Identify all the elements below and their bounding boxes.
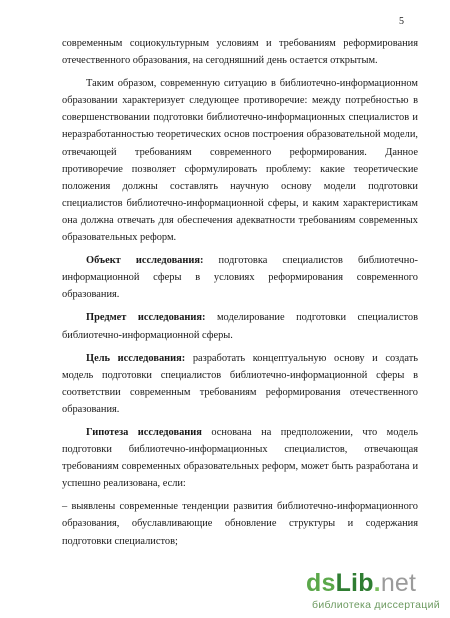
paragraph-text: Таким образом, современную ситуацию в библиотечно-информационном образовании характеризует следующее противоречие: между потребностью в совершенствовании подготовки библиотечно-информационных специалистов и неразработанностью теоретических основ построения образовательной модели, отвечающей требованиям современного реформирования. Данное противоречие позволяет сформулировать проблему: какие теоретические положения должны составлять научную основу модели подготовки специалистов библиотечно-информационной сферы, и каким характеристикам она должна отвечать для обеспечения адекватности требованиям современных образовательных реформ.	[62, 78, 418, 244]
logo-part-lib: Lib	[335, 569, 374, 597]
paragraph-lead: Объект исследования:	[86, 255, 204, 267]
paragraph-lead: Цель исследования:	[86, 352, 186, 364]
watermark-caption: библиотека диссертаций	[312, 599, 440, 611]
paragraph-text: основана на предположении, что модель подготовки библиотечно-информационных специалистов, отвечающая требованиям современных образовательных реформ, может быть разработана и успешно реализована, если:	[62, 426, 418, 490]
dslib-logo	[306, 569, 416, 597]
paragraph-lead: Предмет исследования:	[86, 312, 206, 324]
paragraph-text: – выявлены современные тенденции развития библиотечно-информационного образования, обуславливающие обновление структуры и содержания подготовки специалистов;	[62, 501, 418, 547]
paragraph-subject	[62, 309, 418, 343]
list-item	[62, 498, 418, 549]
dslib-watermark	[306, 569, 446, 615]
page-number: 5	[399, 16, 404, 27]
document-body	[62, 35, 418, 550]
logo-part-ds: ds	[306, 569, 336, 597]
paragraph-hypothesis	[62, 424, 418, 492]
paragraph-text: разработать концептуальную основу и создать модель подготовки специалистов библиотечно-информационной сферы в соответствии современным требованиям реформирования отечественного образования.	[62, 352, 418, 415]
paragraph-goal	[62, 350, 418, 418]
paragraph-text: моделирование подготовки специалистов библиотечно-информационной сферы.	[62, 312, 418, 341]
logo-part-dot: .	[373, 569, 381, 597]
paragraph-text: подготовка специалистов библиотечно-информационной сферы в условиях реформирования современного образования.	[62, 255, 418, 301]
paragraph-object	[62, 252, 418, 303]
paragraph-lead: Гипотеза исследования	[86, 426, 202, 438]
paragraph-text: современным социокультурным условиям и требованиям реформирования отечественного образования, на сегодняшний день остается открытым.	[62, 38, 418, 67]
paragraph-continuation	[62, 35, 418, 69]
logo-part-net: net	[380, 569, 417, 597]
paragraph-contradiction	[62, 75, 418, 246]
